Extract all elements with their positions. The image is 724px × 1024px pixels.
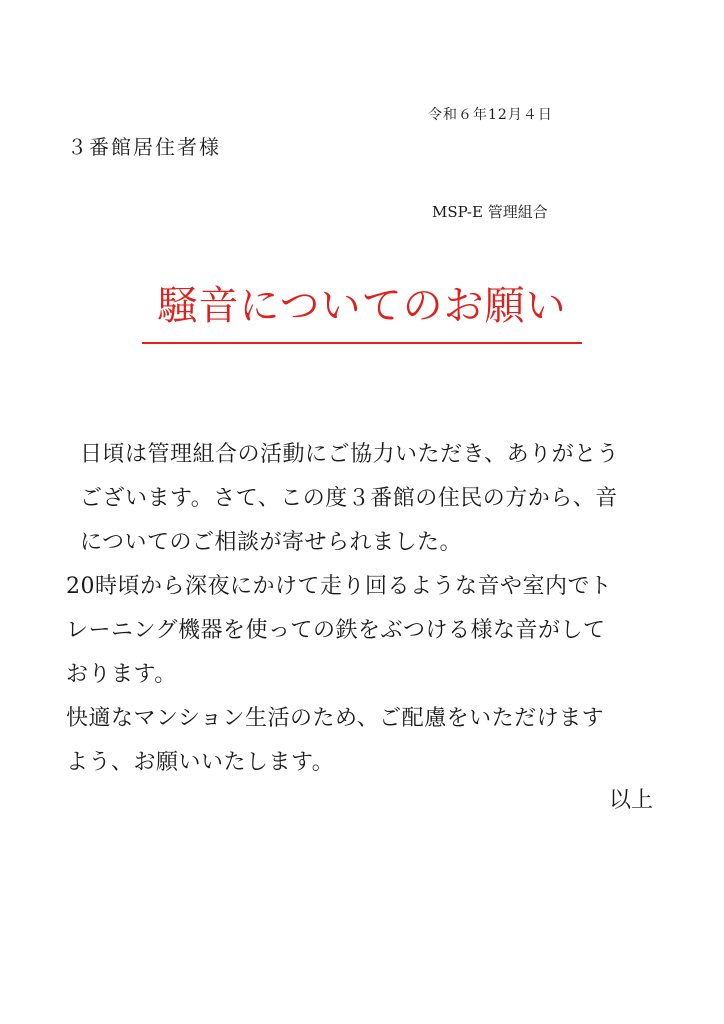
body-line-8: よう、お願いいたします。	[66, 750, 335, 775]
body-line-2: ございます。さて、この度３番館の住民の方から、音	[80, 486, 618, 511]
title-underline	[142, 342, 582, 344]
body-line-4: 20時頃から深夜にかけて走り回るような音や室内でト	[66, 574, 613, 599]
body-line-5: レーニング機器を使っての鉄をぶつける様な音がして	[66, 618, 606, 643]
sender: MSP-E 管理組合	[432, 203, 548, 221]
body-line-6: おります。	[66, 662, 177, 687]
notice-title: 騒音についてのお願い	[157, 283, 567, 329]
closing: 以上	[609, 788, 654, 813]
date: 令和６年12月４日	[428, 107, 553, 123]
body-line-1: 日頃は管理組合の活動にご協力いただき、ありがとう	[80, 442, 620, 467]
body-line-7: 快適なマンション生活のため、ご配慮をいただけます	[66, 706, 605, 731]
body-line-3: についてのご相談が寄せられました。	[80, 530, 463, 555]
recipient: ３番館居住者様	[67, 135, 221, 159]
